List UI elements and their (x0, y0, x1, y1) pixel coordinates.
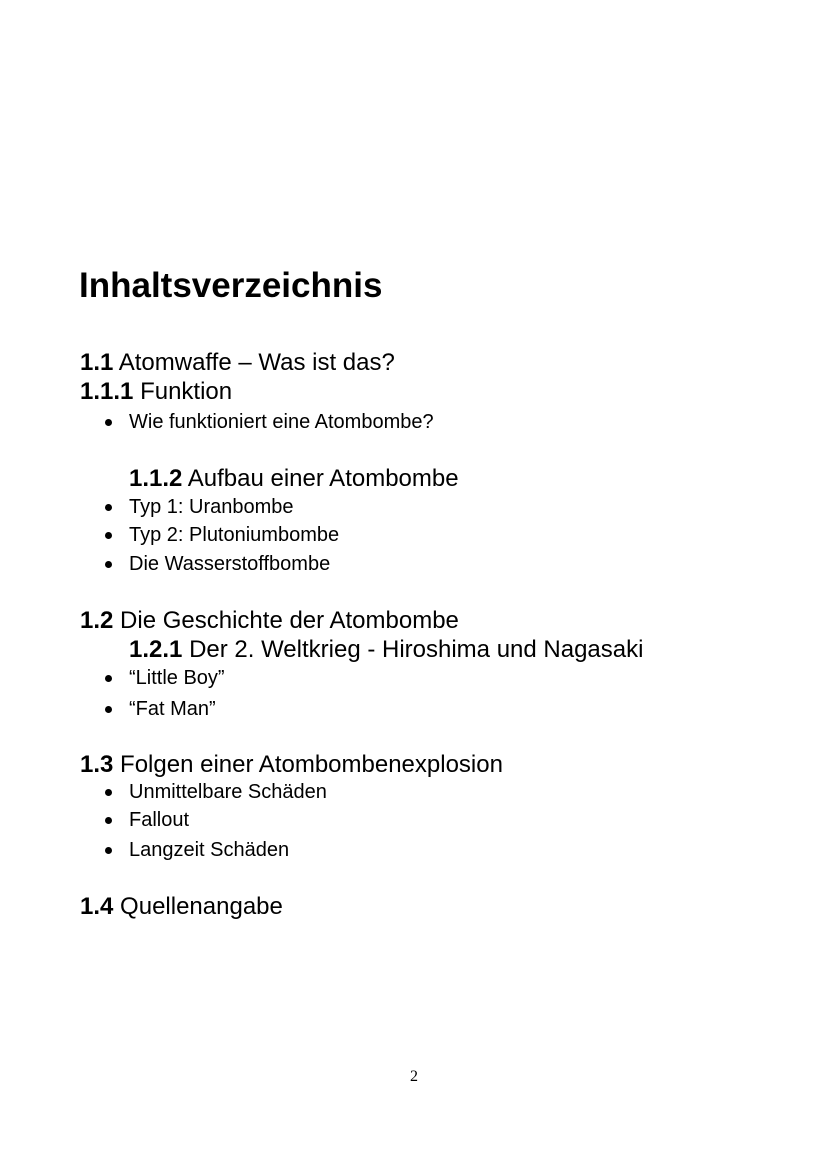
toc-bullet-item (129, 807, 189, 833)
bullet-text: Unmittelbare Schäden (129, 781, 327, 803)
bullet-icon (105, 847, 112, 854)
bullet-text: Typ 2: Plutoniumbombe (129, 524, 340, 546)
bullet-text: Typ 1: Uranbombe (129, 496, 294, 518)
section-number: 1.2.1 (129, 636, 183, 663)
bullet-text: Langzeit Schäden (129, 839, 290, 861)
toc-bullet-item (129, 665, 225, 691)
bullet-text: Wie funktioniert eine Atombombe? (129, 411, 434, 433)
page-number: 2 (410, 1068, 418, 1085)
section-title: Quellenangabe (120, 893, 283, 920)
bullet-icon (105, 419, 112, 426)
page-title: Inhaltsverzeichnis (79, 266, 383, 305)
section-number: 1.3 (80, 751, 114, 778)
bullet-icon (105, 675, 112, 682)
toc-bullet-item (129, 551, 330, 577)
section-number: 1.1.2 (129, 465, 183, 492)
section-number: 1.1 (80, 349, 114, 376)
bullet-icon (105, 561, 112, 568)
section-title: Folgen einer Atombombenexplosion (120, 751, 503, 778)
toc-bullet-item (129, 494, 294, 520)
bullet-icon (105, 504, 112, 511)
bullet-text: “Fat Man” (129, 698, 216, 720)
section-title: Atomwaffe – Was ist das? (118, 349, 395, 376)
toc-heading-1-1 (80, 348, 395, 378)
bullet-icon (105, 789, 112, 796)
bullet-icon (105, 817, 112, 824)
toc-bullet-item (129, 522, 339, 548)
bullet-text: “Little Boy” (129, 667, 225, 689)
section-title: Aufbau einer Atombombe (187, 465, 459, 492)
toc-heading-1-1-1 (80, 377, 232, 407)
section-title: Der 2. Weltkrieg - Hiroshima und Nagasaki (189, 636, 644, 663)
section-number: 1.4 (80, 893, 114, 920)
toc-heading-1-3 (80, 750, 503, 780)
toc-heading-1-2-1 (129, 635, 643, 665)
section-number: 1.2 (80, 607, 114, 634)
toc-bullet-item (129, 779, 327, 805)
section-number: 1.1.1 (80, 378, 134, 405)
toc-bullet-item (129, 696, 216, 722)
toc-heading-1-4 (80, 892, 283, 922)
section-title: Funktion (140, 378, 233, 405)
bullet-icon (105, 532, 112, 539)
bullet-text: Fallout (129, 809, 190, 831)
section-title: Die Geschichte der Atombombe (120, 607, 459, 634)
toc-heading-1-1-2 (129, 464, 459, 494)
bullet-text: Die Wasserstoffbombe (129, 553, 331, 575)
bullet-icon (105, 706, 112, 713)
toc-bullet-item (129, 409, 434, 435)
toc-heading-1-2 (80, 606, 459, 636)
toc-bullet-item (129, 837, 289, 863)
